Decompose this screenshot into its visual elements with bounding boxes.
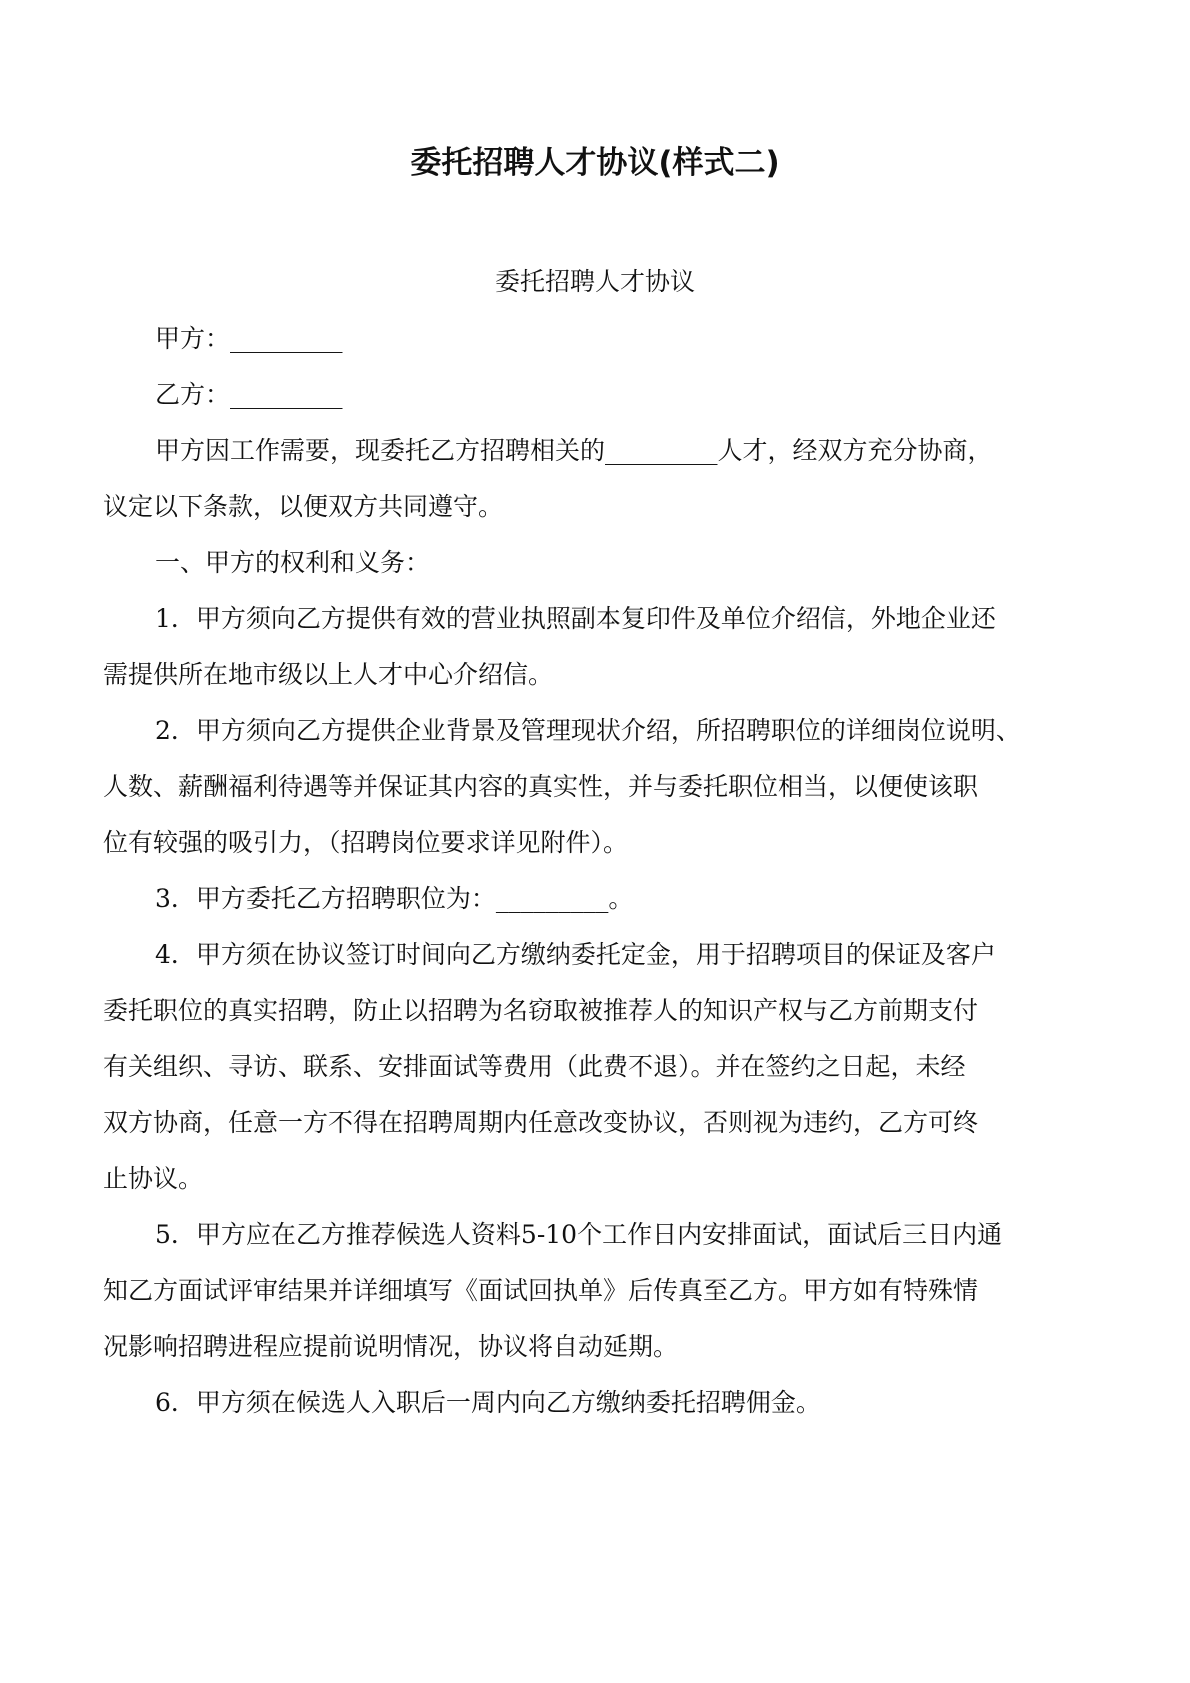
clause-2-line: 位有较强的吸引力，（招聘岗位要求详见附件）。 — [103, 828, 629, 857]
clause-4-line: 4．甲方须在协议签订时间向乙方缴纳委托定金，用于招聘项目的保证及客户 — [155, 940, 996, 969]
document-title: 委托招聘人才协议(样式二) — [410, 145, 780, 181]
intro-paragraph-line: 议定以下条款，以便双方共同遵守。 — [103, 492, 504, 521]
clause-4-line: 止协议。 — [103, 1164, 204, 1193]
party-b-line: 乙方：_________ — [155, 380, 343, 409]
clause-4-line: 委托职位的真实招聘，防止以招聘为名窃取被推荐人的知识产权与乙方前期支付 — [103, 996, 979, 1025]
clause-5-line: 况影响招聘进程应提前说明情况，协议将自动延期。 — [103, 1332, 679, 1361]
clause-5-line: 知乙方面试评审结果并详细填写《面试回执单》后传真至乙方。甲方如有特殊情 — [103, 1276, 979, 1305]
clause-6-line: 6．甲方须在候选人入职后一周内向乙方缴纳委托招聘佣金。 — [155, 1388, 821, 1417]
clause-5-line: 5．甲方应在乙方推荐候选人资料5-10个工作日内安排面试，面试后三日内通 — [155, 1220, 1003, 1249]
party-a-line: 甲方：_________ — [155, 324, 343, 353]
clause-2-line: 2．甲方须向乙方提供企业背景及管理现状介绍，所招聘职位的详细岗位说明、 — [155, 716, 1021, 745]
clause-1-line: 1．甲方须向乙方提供有效的营业执照副本复印件及单位介绍信，外地企业还 — [155, 604, 996, 633]
section-heading: 一、甲方的权利和义务： — [155, 548, 431, 577]
agreement-subtitle: 委托招聘人才协议 — [494, 267, 695, 296]
intro-paragraph-line: 甲方因工作需要，现委托乙方招聘相关的_________人才，经双方充分协商， — [155, 436, 993, 465]
clause-3-line: 3．甲方委托乙方招聘职位为：_________。 — [155, 884, 634, 913]
clause-2-line: 人数、薪酬福利待遇等并保证其内容的真实性，并与委托职位相当，以便使该职 — [103, 772, 979, 801]
clause-4-line: 双方协商，任意一方不得在招聘周期内任意改变协议，否则视为违约，乙方可终 — [103, 1108, 979, 1137]
clause-1-line: 需提供所在地市级以上人才中心介绍信。 — [103, 660, 554, 689]
clause-4-line: 有关组织、寻访、联系、安排面试等费用（此费不退）。并在签约之日起，未经 — [103, 1052, 966, 1081]
